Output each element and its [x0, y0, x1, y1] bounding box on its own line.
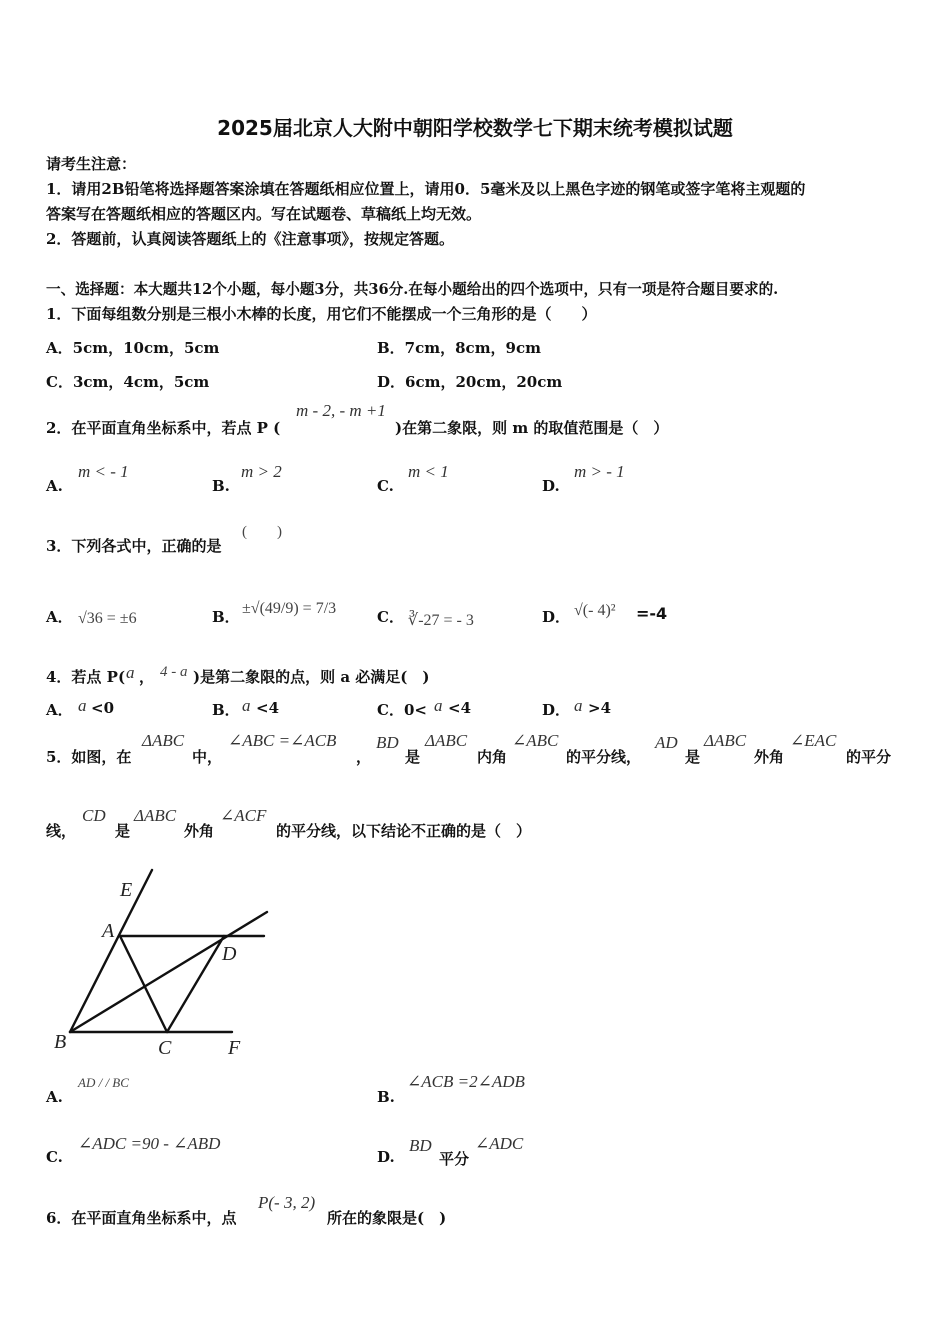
q2-option-b: B. [212, 477, 230, 495]
q4-stem-pre: 4．若点 P( [46, 668, 126, 686]
q6-point: P(- 3, 2) [258, 1193, 316, 1212]
label-d: D [222, 943, 237, 965]
q5-text-7: 是 [685, 748, 701, 766]
q2-option-c-math: m < 1 [408, 462, 449, 481]
q4-option-d-post: >4 [588, 699, 612, 717]
q3-stem: 3．下列各式中，正确的是 [46, 537, 222, 555]
q3-option-b: B． [212, 608, 240, 626]
q4-option-b-math: a [242, 696, 251, 715]
label-c: C [158, 1037, 172, 1059]
q3-option-d-post: =-4 [636, 604, 668, 623]
q1-option-d: D．6cm，20cm，20cm [377, 373, 563, 391]
q5-math-6: AD [655, 733, 678, 752]
q1-option-b: B．7cm，8cm，9cm [377, 339, 542, 357]
q5-option-c: C. [46, 1148, 63, 1166]
q5-option-b-math: ∠ACB =2∠ADB [407, 1072, 525, 1091]
label-f: F [228, 1037, 241, 1059]
q4-option-d: D． [542, 701, 571, 719]
q4-option-c-post: <4 [448, 699, 472, 717]
q5-math-7: ΔABC [704, 731, 747, 750]
q4-option-a-math: a [78, 696, 87, 715]
q4-option-a-post: <0 [91, 699, 115, 717]
q5-line2-text-1: 线， [46, 822, 77, 840]
q5-text-4: 是 [405, 748, 421, 766]
page-title: 2025届北京人大附中朝阳学校数学七下期末统考模拟试题 [217, 116, 733, 140]
q2-option-d: D. [542, 477, 560, 495]
q5-option-d: D. [377, 1148, 395, 1166]
q2-stem-pre: 2．在平面直角坐标系中，若点 P ( [46, 419, 281, 437]
q2-option-d-math: m > - 1 [574, 462, 625, 481]
q2-point-coordinates: m - 2, - m +1 [296, 401, 386, 420]
q2-option-b-math: m > 2 [241, 462, 282, 481]
q4-option-b: B． [212, 701, 240, 719]
q5-option-a-math: AD / / BC [78, 1075, 129, 1090]
q5-geometry-figure [40, 862, 280, 1062]
q3-option-a: A． [46, 608, 73, 626]
q5-text-6: 的平分线， [566, 748, 642, 766]
q3-option-b-math: ±√(49/9) = 7/3 [242, 600, 337, 617]
q5-text-1: 5．如图，在 [46, 748, 132, 766]
q4-point-a: a [126, 663, 135, 682]
q3-option-c-math: ∛-27 = - 3 [408, 612, 474, 629]
q5-math-2: ∠ABC =∠ACB [228, 731, 337, 750]
q4-option-d-math: a [574, 696, 583, 715]
q5-option-d-post: 平分 [439, 1150, 470, 1168]
q5-math-1: ΔABC [142, 731, 185, 750]
q2-option-a: A. [46, 477, 63, 495]
q5-option-d-math: BD [409, 1136, 432, 1155]
label-b: B [54, 1031, 67, 1053]
q4-stem-post: )是第二象限的点，则 a 必满足( ) [193, 668, 430, 686]
q4-option-c: C．0< [377, 701, 427, 719]
q5-option-b: B. [377, 1088, 395, 1106]
q3-option-c: C． [377, 608, 404, 626]
q4-stem-comma: ， [139, 668, 155, 686]
q1-option-c: C．3cm，4cm，5cm [46, 373, 210, 391]
q5-option-d-math2: ∠ADC [475, 1134, 524, 1153]
line-c-d [167, 936, 224, 1032]
notice-line-1a: 1．请用2B铅笔将选择题答案涂填在答题纸相应位置上，请用0．5毫米及以上黑色字迹的钢笔或签字笔将主观题的 [46, 180, 806, 198]
q5-math-5: ∠ABC [512, 731, 559, 750]
notice-line-1b: 答案写在答题纸相应的答题区内。写在试题卷、草稿纸上均无效。 [46, 205, 482, 223]
q5-option-c-math: ∠ADC =90 - ∠ABD [78, 1134, 221, 1153]
q3-option-d-math: √(- 4)² [574, 602, 616, 619]
q5-line2-text-4: 的平分线，以下结论不正确的是（ ） [276, 822, 532, 840]
q5-option-a: A. [46, 1088, 63, 1106]
q2-stem-post: )在第二象限，则 m 的取值范围是（ ） [395, 419, 669, 437]
section-heading: 一、选择题：本大题共12个小题，每小题3分，共36分.在每小题给出的四个选项中，只有一项是符合题目要求的. [46, 281, 779, 298]
q5-line2-math-2: ΔABC [134, 806, 177, 825]
q4-option-b-post: <4 [256, 699, 280, 717]
q4-point-coordinate: 4 - a [160, 664, 188, 680]
q5-math-4: ΔABC [425, 731, 468, 750]
q4-option-a: A． [46, 701, 73, 719]
q5-line2-math-3: ∠ACF [220, 806, 267, 825]
q6-stem-pre: 6．在平面直角坐标系中，点 [46, 1209, 237, 1227]
label-a: A [102, 920, 115, 942]
q5-text-9: 的平分 [846, 748, 892, 766]
q1-stem: 1．下面每组数分别是三根小木棒的长度，用它们不能摆成一个三角形的是（ ） [46, 305, 597, 323]
q2-option-c: C. [377, 477, 394, 495]
notice-heading: 请考生注意： [46, 155, 137, 173]
q5-text-5: 内角 [477, 748, 508, 766]
q6-stem-post: 所在的象限是( ) [327, 1209, 447, 1227]
q5-text-3: ， [356, 748, 372, 766]
line-a-c [120, 936, 167, 1032]
q5-line2-math-1: CD [82, 806, 106, 825]
q5-text-8: 外角 [754, 748, 785, 766]
q3-answer-paren: ( ) [242, 524, 282, 540]
q3-option-a-math: √36 = ±6 [78, 610, 137, 627]
q5-text-2: 中， [192, 748, 223, 766]
notice-line-2: 2．答题前，认真阅读答题纸上的《注意事项》，按规定答题。 [46, 230, 454, 248]
q5-line2-text-3: 外角 [184, 822, 215, 840]
label-e: E [120, 879, 133, 901]
q4-option-c-math: a [434, 696, 443, 715]
q3-option-d: D． [542, 608, 571, 626]
q5-math-3: BD [376, 733, 399, 752]
q1-option-a: A．5cm，10cm，5cm [46, 339, 220, 357]
q5-line2-text-2: 是 [115, 822, 131, 840]
q2-option-a-math: m < - 1 [78, 462, 129, 481]
q5-math-8: ∠EAC [790, 731, 837, 750]
